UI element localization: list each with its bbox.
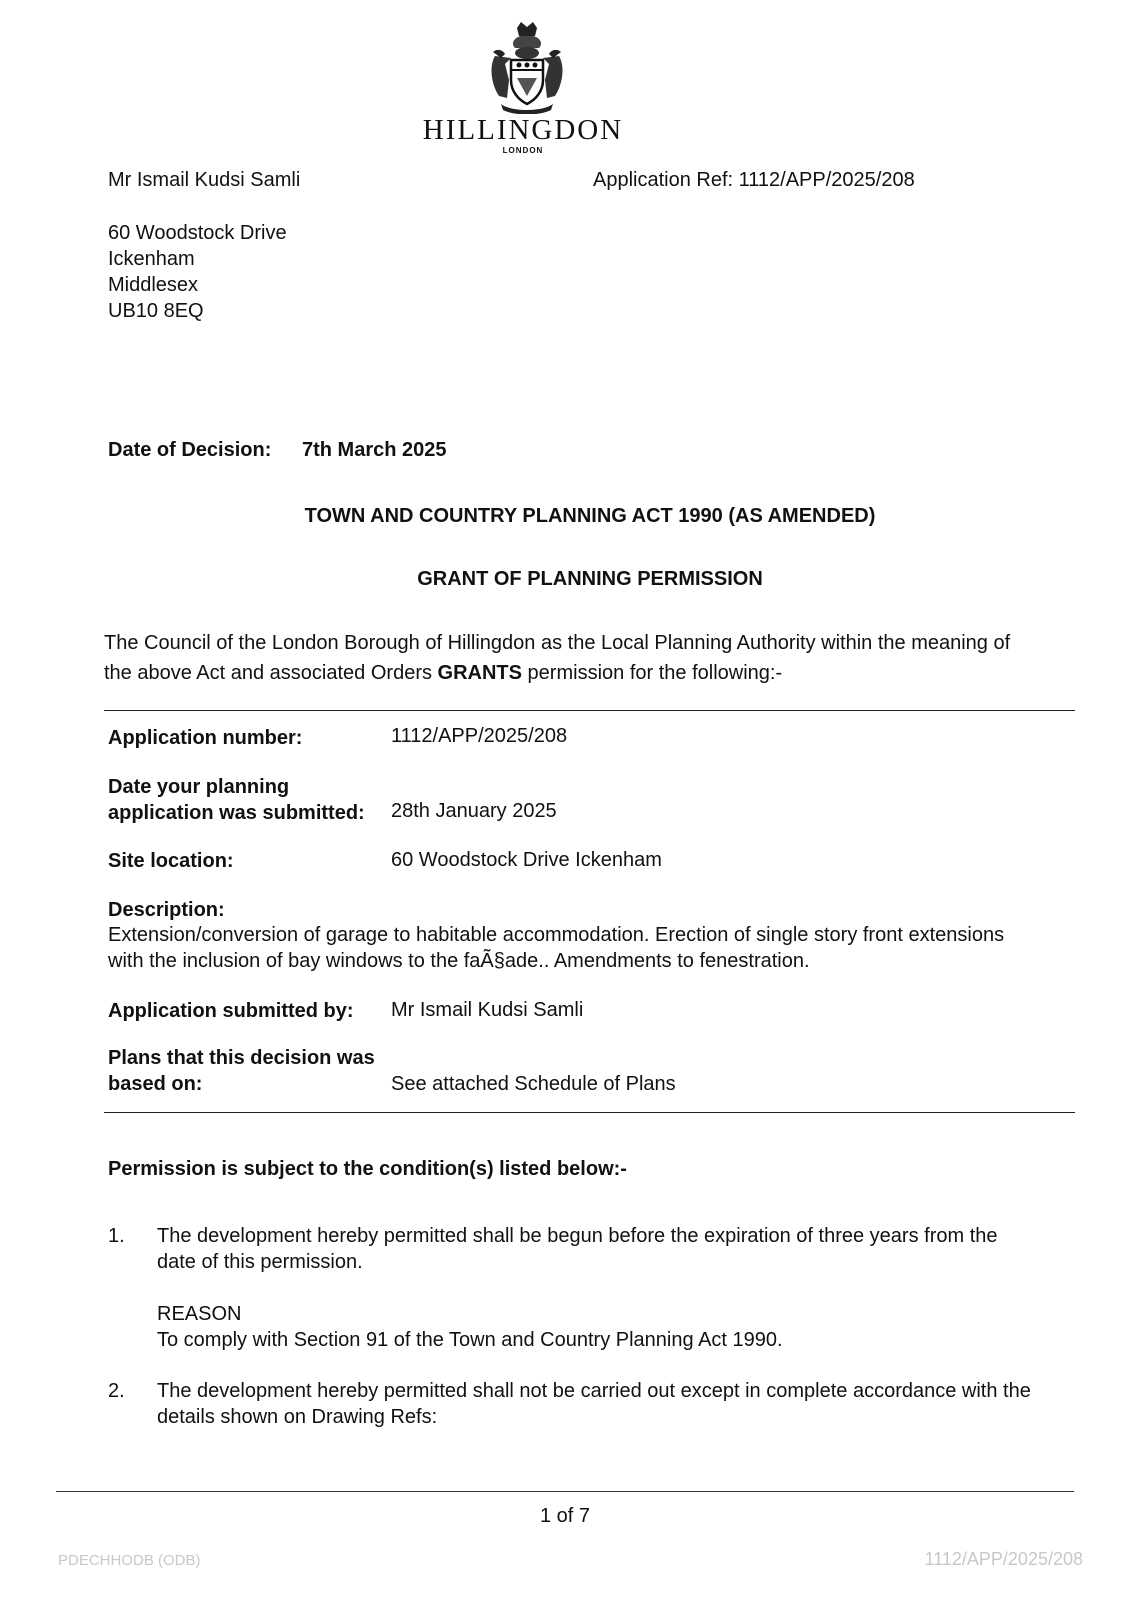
label-line: based on: — [108, 1073, 203, 1095]
page-number: 1 of 7 — [539, 1505, 591, 1527]
council-logo — [413, 22, 633, 162]
decision-date-value: 7th March 2025 — [302, 439, 447, 461]
decision-date-label: Date of Decision: — [108, 439, 272, 461]
condition-text — [157, 1378, 1077, 1430]
footer-divider — [56, 1491, 1074, 1492]
recipient-address — [108, 220, 287, 324]
footer-system-code: PDECHHODB (ODB) — [58, 1552, 201, 1569]
label-line: Date your planning — [108, 776, 290, 798]
recipient-name: Mr Ismail Kudsi Samli — [108, 169, 301, 191]
divider-top — [104, 710, 1075, 711]
application-ref: Application Ref: 1112/APP/2025/208 — [593, 169, 915, 191]
plans-label — [108, 1045, 375, 1097]
conditions-heading: Permission is subject to the condition(s) listed below:- — [108, 1158, 627, 1180]
description-line: Extension/conversion of garage to habitable accommodation. Erection of single story front extensions — [108, 924, 1005, 946]
address-line: UB10 8EQ — [108, 300, 204, 322]
description-line: with the inclusion of bay windows to the faÃ§ade.. Amendments to fenestration. — [108, 950, 810, 972]
application-number-value: 1112/APP/2025/208 — [391, 725, 568, 747]
intro-text: the above Act and associated Orders — [104, 662, 438, 684]
reason-text: To comply with Section 91 of the Town and Country Planning Act 1990. — [157, 1329, 783, 1351]
intro-paragraph — [104, 628, 1010, 688]
condition-number: 2. — [108, 1380, 125, 1402]
submitted-date-value: 28th January 2025 — [391, 800, 557, 822]
description-label: Description: — [108, 899, 225, 921]
application-number-label: Application number: — [108, 727, 303, 749]
condition-line: The development hereby permitted shall not be carried out except in complete accordance with the — [157, 1380, 1031, 1402]
logo-wordmark: HILLINGDON — [422, 114, 624, 146]
site-location-value: 60 Woodstock Drive Ickenham — [391, 849, 662, 871]
intro-text: permission for the following:- — [522, 662, 783, 684]
condition-line: details shown on Drawing Refs: — [157, 1406, 438, 1428]
reason-label: REASON — [157, 1303, 242, 1325]
address-line: 60 Woodstock Drive — [108, 222, 287, 244]
label-line: Plans that this decision was — [108, 1047, 375, 1069]
grants-keyword: GRANTS — [437, 662, 522, 684]
divider-bottom — [104, 1112, 1075, 1113]
intro-line: The Council of the London Borough of Hillingdon as the Local Planning Authority within the meaning of — [104, 632, 1011, 654]
grant-heading: GRANT OF PLANNING PERMISSION — [417, 568, 763, 590]
condition-reason — [157, 1301, 1077, 1353]
submitted-by-label: Application submitted by: — [108, 1000, 354, 1022]
footer-reference: 1112/APP/2025/208 — [924, 1549, 1083, 1569]
address-line: Middlesex — [108, 274, 199, 296]
description-text — [108, 922, 1004, 974]
condition-line: The development hereby permitted shall be begun before the expiration of three years from the — [157, 1225, 998, 1247]
address-line: Ickenham — [108, 248, 195, 270]
submitted-by-value: Mr Ismail Kudsi Samli — [391, 999, 584, 1021]
logo-subtitle: LONDON — [502, 146, 544, 155]
condition-text — [157, 1223, 1077, 1275]
condition-line: date of this permission. — [157, 1251, 363, 1273]
coat-of-arms-icon — [481, 22, 573, 114]
condition-number: 1. — [108, 1225, 125, 1247]
plans-value: See attached Schedule of Plans — [391, 1073, 676, 1095]
submitted-date-label — [108, 774, 365, 826]
site-location-label: Site location: — [108, 850, 234, 872]
label-line: application was submitted: — [108, 802, 365, 824]
intro-line — [104, 658, 1010, 688]
act-heading: TOWN AND COUNTRY PLANNING ACT 1990 (AS AMENDED) — [304, 505, 876, 527]
